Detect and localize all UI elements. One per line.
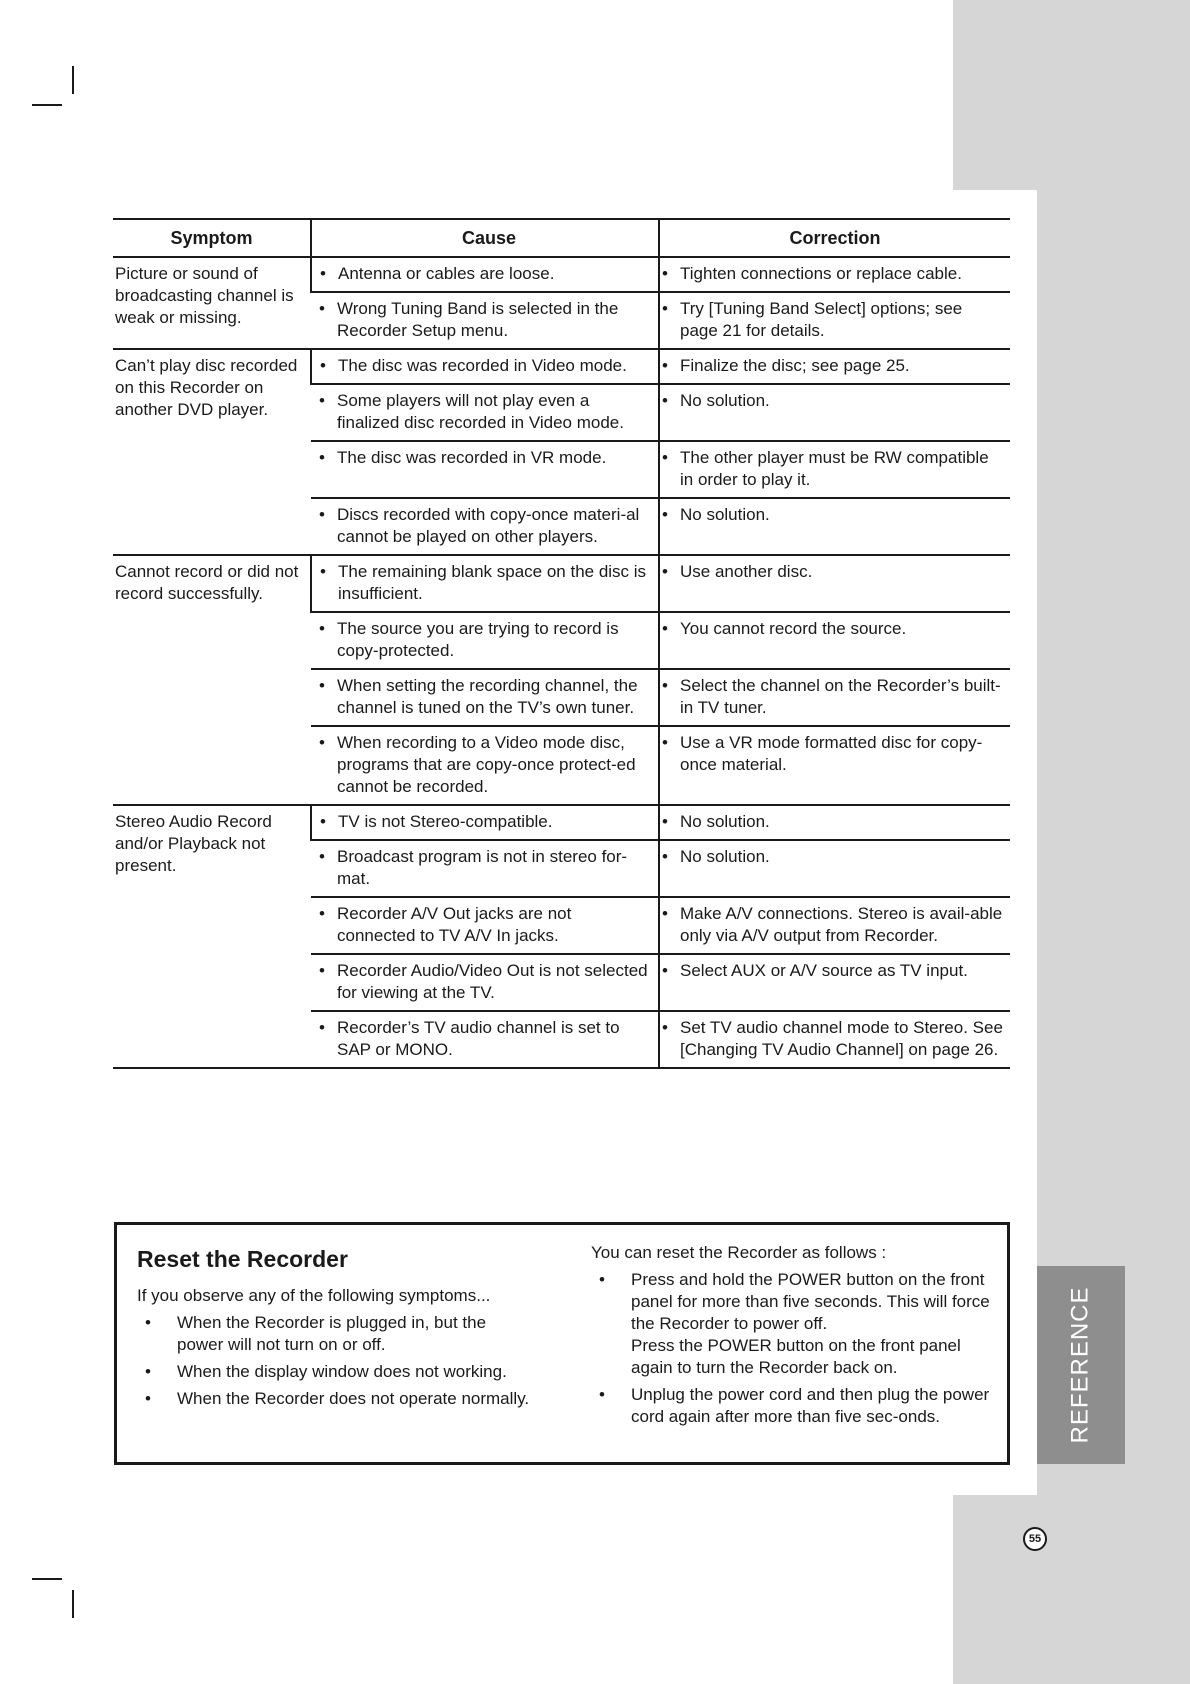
- correction-cell: • No solution.: [659, 805, 1010, 840]
- bullet: •: [662, 505, 668, 524]
- correction-cell: • Finalize the disc; see page 25.: [659, 349, 1010, 384]
- bullet: •: [662, 812, 668, 831]
- bullet: •: [319, 619, 325, 638]
- symptom-item: • When the Recorder is plugged in, but the power will not turn on or off.: [145, 1313, 487, 1354]
- table-row: [113, 257, 1010, 292]
- bullet: •: [319, 676, 325, 695]
- section-tab-label: REFERENCE: [1067, 1286, 1094, 1444]
- bullet: •: [662, 356, 668, 375]
- bullet: •: [319, 904, 325, 923]
- cause-cell: • When recording to a Video mode disc, programs that are copy-once protect-ed cannot be recorded.: [311, 726, 659, 805]
- table-row: [113, 555, 1010, 612]
- troubleshooting-table: [113, 218, 1010, 1069]
- bullet: •: [662, 562, 668, 581]
- correction-cell: • Use another disc.: [659, 555, 1010, 612]
- correction-cell: • No solution.: [659, 840, 1010, 897]
- correction-cell: • You cannot record the source.: [659, 612, 1010, 669]
- header-correction: Correction: [659, 219, 1010, 257]
- bullet: •: [662, 448, 668, 467]
- bullet: •: [319, 299, 325, 318]
- cause-cell: • The remaining blank space on the disc is insufficient.: [311, 555, 659, 612]
- symptom-cell: Cannot record or did not record successfully.: [113, 555, 311, 805]
- symptom-cell: Can’t play disc recorded on this Recorder on another DVD player.: [113, 349, 311, 555]
- correction-cell: • Select AUX or A/V source as TV input.: [659, 954, 1010, 1011]
- symptom-cell: Picture or sound of broadcasting channel is weak or missing.: [113, 257, 311, 349]
- crop-mark: [32, 1578, 62, 1580]
- page-number: 55: [1023, 1527, 1047, 1551]
- cause-cell: • The source you are trying to record is copy-protected.: [311, 612, 659, 669]
- reset-step: • Unplug the power cord and then plug the power cord again after more than five sec-onds.: [599, 1385, 990, 1426]
- correction-cell: • No solution.: [659, 498, 1010, 555]
- bullet: •: [319, 733, 325, 752]
- symptom-cell: Stereo Audio Record and/or Playback not present.: [113, 805, 311, 1068]
- reset-title: Reset the Recorder: [137, 1246, 348, 1272]
- reset-recorder-box: [114, 1222, 1010, 1465]
- symptom-item: • When the display window does not working.: [145, 1362, 507, 1381]
- bullet: •: [662, 961, 668, 980]
- bullet: •: [662, 1018, 668, 1037]
- cause-cell: • Antenna or cables are loose.: [311, 257, 659, 292]
- reset-steps-intro: You can reset the Recorder as follows :: [591, 1243, 887, 1262]
- cause-cell: • Discs recorded with copy-once materi-al cannot be played on other players.: [311, 498, 659, 555]
- cause-cell: • When setting the recording channel, the channel is tuned on the TV’s own tuner.: [311, 669, 659, 726]
- bullet: •: [319, 1018, 325, 1037]
- correction-cell: • Tighten connections or replace cable.: [659, 257, 1010, 292]
- cause-cell: • TV is not Stereo-compatible.: [311, 805, 659, 840]
- cause-cell: • Broadcast program is not in stereo for-mat.: [311, 840, 659, 897]
- correction-cell: • Use a VR mode formatted disc for copy-once material.: [659, 726, 1010, 805]
- table-row: [113, 349, 1010, 384]
- cause-cell: • The disc was recorded in VR mode.: [311, 441, 659, 498]
- crop-mark: [32, 104, 62, 106]
- bullet: •: [319, 961, 325, 980]
- bullet: •: [320, 264, 326, 283]
- cause-cell: • The disc was recorded in Video mode.: [311, 349, 659, 384]
- side-strip-top: [953, 0, 1190, 190]
- cause-cell: • Wrong Tuning Band is selected in the Recorder Setup menu.: [311, 292, 659, 349]
- correction-cell: • No solution.: [659, 384, 1010, 441]
- reset-symptoms: [137, 1245, 537, 1410]
- bullet: •: [319, 505, 325, 524]
- symptom-item: • When the Recorder does not operate normally.: [145, 1389, 530, 1408]
- bullet: •: [662, 264, 668, 283]
- correction-cell: • Make A/V connections. Stereo is avail-able only via A/V output from Recorder.: [659, 897, 1010, 954]
- reset-intro: If you observe any of the following symptoms...: [137, 1286, 491, 1305]
- header-symptom: Symptom: [113, 219, 311, 257]
- bullet: •: [662, 676, 668, 695]
- bullet: •: [662, 391, 668, 410]
- bullet: •: [319, 391, 325, 410]
- correction-cell: • Try [Tuning Band Select] options; see page 21 for details.: [659, 292, 1010, 349]
- side-strip-bottom: [953, 1495, 1190, 1684]
- cause-cell: • Recorder A/V Out jacks are not connected to TV A/V In jacks.: [311, 897, 659, 954]
- reset-steps: [591, 1242, 1001, 1428]
- correction-cell: • The other player must be RW compatible in order to play it.: [659, 441, 1010, 498]
- bullet: •: [319, 448, 325, 467]
- table-row: [113, 805, 1010, 840]
- cause-cell: • Recorder’s TV audio channel is set to SAP or MONO.: [311, 1011, 659, 1068]
- header-cause: Cause: [311, 219, 659, 257]
- section-tab-reference: [1037, 1266, 1125, 1464]
- bullet: •: [662, 847, 668, 866]
- crop-mark: [72, 66, 74, 94]
- bullet: •: [320, 812, 326, 831]
- bullet: •: [662, 733, 668, 752]
- bullet: •: [662, 904, 668, 923]
- correction-cell: • Select the channel on the Recorder’s built-in TV tuner.: [659, 669, 1010, 726]
- crop-mark: [72, 1590, 74, 1618]
- reset-step: • Press and hold the POWER button on the front panel for more than five seconds. This will force the Recorder to power off. Press the POWER button on the front panel again to turn the Recorder back on.: [599, 1270, 990, 1377]
- bullet: •: [662, 619, 668, 638]
- bullet: •: [320, 356, 326, 375]
- cause-cell: • Recorder Audio/Video Out is not selected for viewing at the TV.: [311, 954, 659, 1011]
- bullet: •: [662, 299, 668, 318]
- bullet: •: [319, 847, 325, 866]
- cause-cell: • Some players will not play even a finalized disc recorded in Video mode.: [311, 384, 659, 441]
- bullet: •: [320, 562, 326, 581]
- correction-cell: • Set TV audio channel mode to Stereo. See [Changing TV Audio Channel] on page 26.: [659, 1011, 1010, 1068]
